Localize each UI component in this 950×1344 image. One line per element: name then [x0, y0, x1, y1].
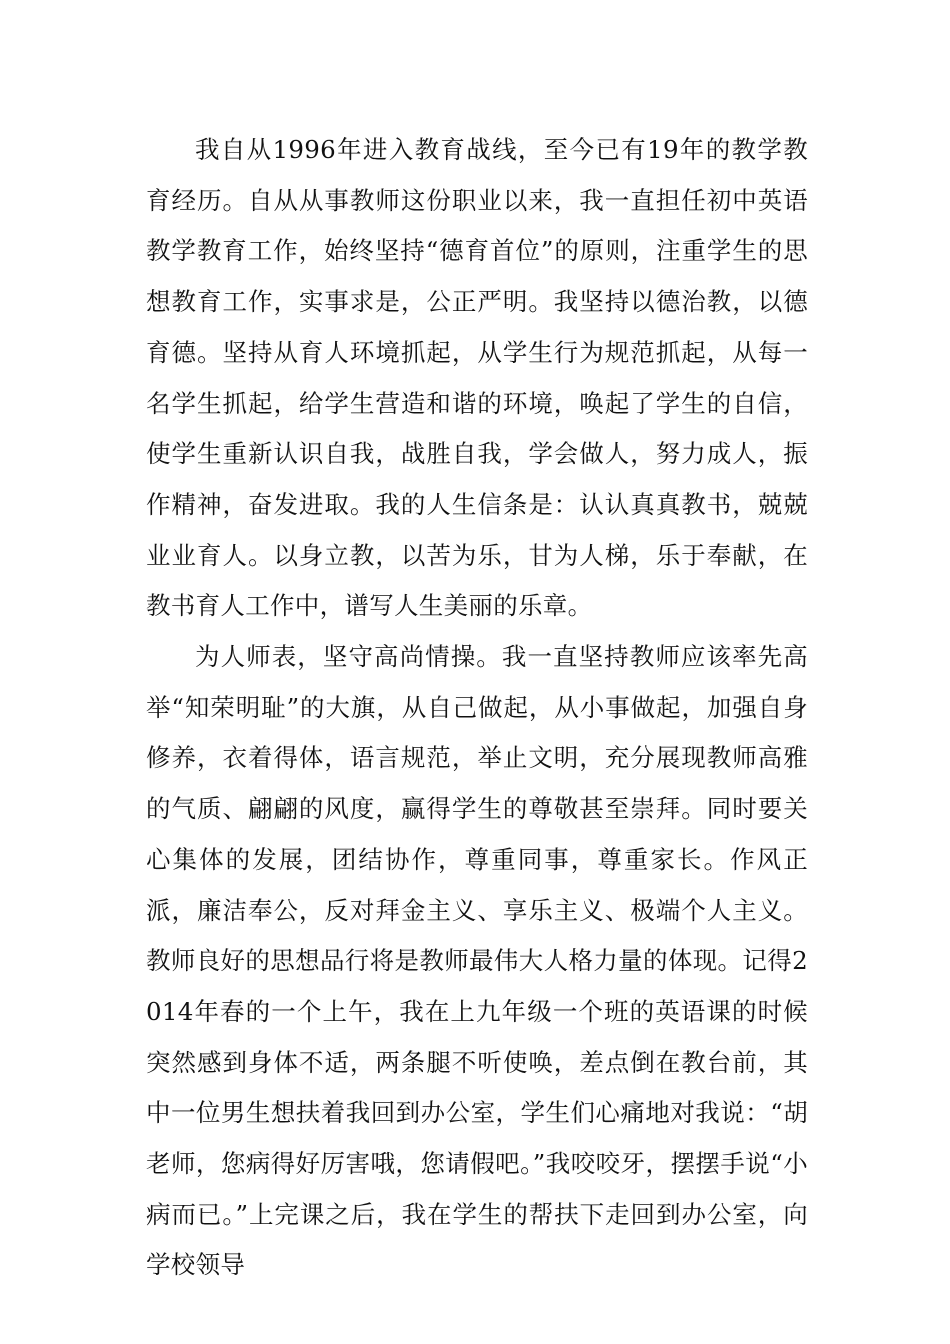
document-body — [146, 125, 808, 1291]
paragraph-2: 为人师表，坚守高尚情操。我一直坚持教师应该率先高举“知荣明耻”的大旗，从自己做起，从小事做起，加强自身修养，衣着得体，语言规范，举止文明，充分展现教师高雅的气质、翩翩的风度，赢得学生的尊敬甚至崇拜。同时要关心集体的发展，团结协作，尊重同事，尊重家长。作风正派，廉洁奉公，反对拜金主义、享乐主义、极端个人主义。教师良好的思想品行将是教师最伟大人格力量的体现。记得2014年春的一个上午，我在上九年级一个班的英语课的时候突然感到身体不适，两条腿不听使唤，差点倒在教台前，其中一位男生想扶着我回到办公室，学生们心痛地对我说：“胡老师，您病得好厉害哦，您请假吧。”我咬咬牙，摆摆手说“小病而已。”上完课之后，我在学生的帮扶下走回到办公室，向学校领导 — [146, 642, 808, 1280]
paragraph-1: 我自从1996年进入教育战线，至今已有19年的教学教育经历。自从从事教师这份职业以来，我一直担任初中英语教学教育工作，始终坚持“德育首位”的原则，注重学生的思想教育工作，实事求是，公正严明。我坚持以德治教，以德育德。坚持从育人环境抓起，从学生行为规范抓起，从每一名学生抓起，给学生营造和谐的环境，唤起了学生的自信，使学生重新认识自我，战胜自我，学会做人，努力成人，振作精神，奋发进取。我的人生信条是：认认真真教书，兢兢业业育人。以身立教，以苦为乐，甘为人梯，乐于奉献，在教书育人工作中，谱写人生美丽的乐章。 — [146, 135, 808, 621]
